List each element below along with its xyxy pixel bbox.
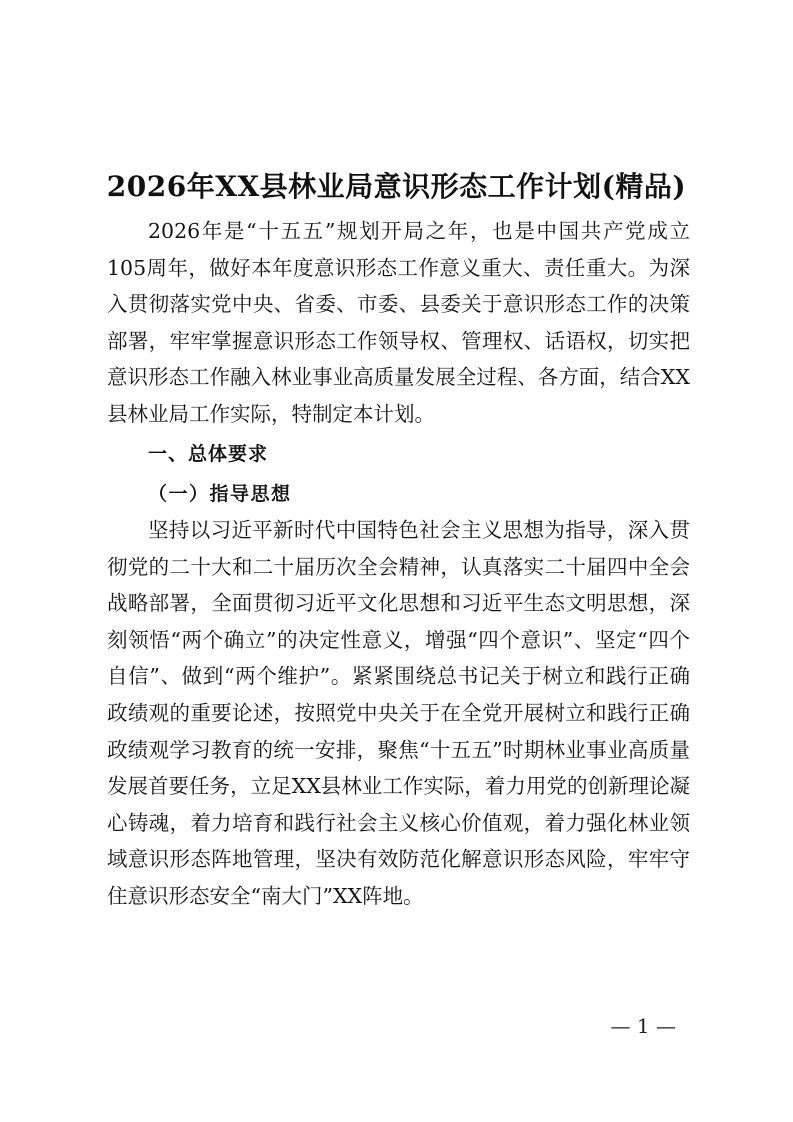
intro-paragraph: 2026年是“十五五”规划开局之年，也是中国共产党成立105周年，做好本年度意识形态工作意义重大、责任重大。为深入贯彻落实党中央、省委、市委、县委关于意识形态工作的决策部署，牢牢掌握意识形态工作领导权、管理权、话语权，切实把意识形态工作融入林业事业高质量发展全过程、各方面，结合XX县林业局工作实际，特制定本计划。	[107, 219, 690, 426]
document-title: 2026年XX县林业局意识形态工作计划(精品)	[106, 169, 687, 203]
section-heading-general-requirements: 一、总体要求	[148, 443, 269, 465]
guiding-ideology-paragraph: 坚持以习近平新时代中国特色社会主义思想为指导，深入贯彻党的二十大和二十届历次全会精神，认真落实二十届四中全会战略部署，全面贯彻习近平文化思想和习近平生态文明思想，深刻领悟“两个确立”的决定性意义，增强“四个意识”、坚定“四个自信”、做到“两个维护”。紧紧围绕总书记关于树立和践行正确政绩观的重要论述，按照党中央关于在全党开展树立和践行正确政绩观学习教育的统一安排，聚焦“十五五”时期林业事业高质量发展首要任务，立足XX县林业工作实际，着力用党的创新理论凝心铸魂，着力培育和践行社会主义核心价值观，着力强化林业领域意识形态阵地管理，坚决有效防范化解意识形态风险，牢牢守住意识形态安全“南大门”XX阵地。	[107, 518, 690, 908]
page-number: — 1 —	[610, 1014, 676, 1038]
subsection-heading-guiding-ideology: （一）指导思想	[148, 483, 292, 505]
